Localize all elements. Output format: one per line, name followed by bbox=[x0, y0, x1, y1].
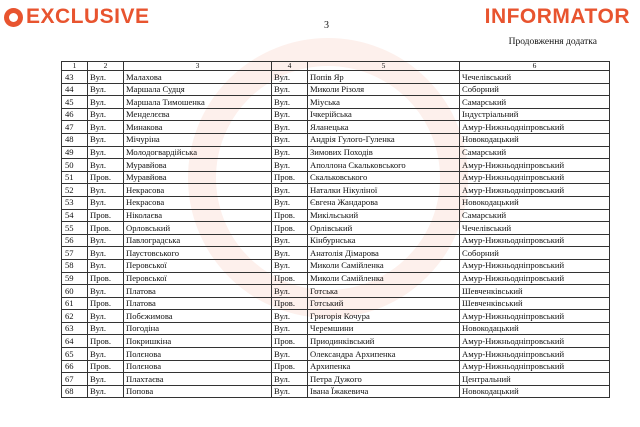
cell-new-name: Євгена Жандарова bbox=[308, 196, 460, 209]
cell-old-name: Маршала Тимошенка bbox=[124, 96, 272, 109]
table-row bbox=[62, 335, 610, 348]
cell-old-name: Молодогвардійська bbox=[124, 146, 272, 159]
cell-old-type: Вул. bbox=[88, 247, 124, 260]
cell-old-type: Вул. bbox=[88, 385, 124, 398]
cell-district: Центральний bbox=[460, 373, 610, 386]
cell-old-type: Пров. bbox=[88, 335, 124, 348]
cell-new-type: Вул. bbox=[272, 71, 308, 84]
table-row bbox=[62, 222, 610, 235]
cell-row-number: 52 bbox=[62, 184, 88, 197]
cell-row-number: 65 bbox=[62, 348, 88, 361]
cell-district: Амур-Нижньодніпровський bbox=[460, 335, 610, 348]
table-row bbox=[62, 83, 610, 96]
cell-old-name: Орловський bbox=[124, 222, 272, 235]
table-row bbox=[62, 108, 610, 121]
cell-district: Амур-Нижньодніпровський bbox=[460, 171, 610, 184]
cell-old-type: Вул. bbox=[88, 234, 124, 247]
cell-old-name: Перовської bbox=[124, 272, 272, 285]
table-row bbox=[62, 171, 610, 184]
cell-new-type: Вул. bbox=[272, 146, 308, 159]
cell-row-number: 56 bbox=[62, 234, 88, 247]
cell-old-name: Ніколаєва bbox=[124, 209, 272, 222]
cell-new-type: Вул. bbox=[272, 259, 308, 272]
cell-district: Чечелівський bbox=[460, 222, 610, 235]
cell-new-type: Вул. bbox=[272, 184, 308, 197]
table-row bbox=[62, 322, 610, 335]
cell-district: Самарський bbox=[460, 96, 610, 109]
cell-district: Амур-Нижньодніпровський bbox=[460, 184, 610, 197]
cell-new-type: Вул. bbox=[272, 121, 308, 134]
cell-new-type: Пров. bbox=[272, 272, 308, 285]
cell-new-name: Анатолія Дімарова bbox=[308, 247, 460, 260]
cell-row-number: 59 bbox=[62, 272, 88, 285]
cell-new-type: Пров. bbox=[272, 222, 308, 235]
cell-old-name: Полєнова bbox=[124, 348, 272, 361]
cell-new-type: Пров. bbox=[272, 297, 308, 310]
cell-new-type: Вул. bbox=[272, 96, 308, 109]
cell-row-number: 44 bbox=[62, 83, 88, 96]
table-row bbox=[62, 71, 610, 84]
cell-row-number: 46 bbox=[62, 108, 88, 121]
cell-district: Шевченківський bbox=[460, 285, 610, 298]
cell-old-name: Мічуріна bbox=[124, 133, 272, 146]
table-row bbox=[62, 133, 610, 146]
cell-district: Новокодацький bbox=[460, 133, 610, 146]
cell-district: Новокодацький bbox=[460, 196, 610, 209]
table-row bbox=[62, 196, 610, 209]
cell-new-name: Олександра Архипенка bbox=[308, 348, 460, 361]
cell-district: Амур-Нижньодніпровський bbox=[460, 159, 610, 172]
cell-row-number: 48 bbox=[62, 133, 88, 146]
cell-old-type: Пров. bbox=[88, 171, 124, 184]
cell-new-type: Вул. bbox=[272, 373, 308, 386]
cell-row-number: 68 bbox=[62, 385, 88, 398]
table-row bbox=[62, 247, 610, 260]
table-row bbox=[62, 360, 610, 373]
table-row bbox=[62, 373, 610, 386]
cell-new-type: Вул. bbox=[272, 133, 308, 146]
cell-new-name: Миколи Самійленка bbox=[308, 272, 460, 285]
cell-row-number: 64 bbox=[62, 335, 88, 348]
cell-new-name: Яланецька bbox=[308, 121, 460, 134]
cell-new-type: Вул. bbox=[272, 322, 308, 335]
cell-district: Амур-Нижньодніпровський bbox=[460, 234, 610, 247]
cell-old-name: Павлоградська bbox=[124, 234, 272, 247]
cell-new-name: Готська bbox=[308, 285, 460, 298]
cell-new-type: Вул. bbox=[272, 285, 308, 298]
cell-new-type: Вул. bbox=[272, 83, 308, 96]
cell-old-type: Пров. bbox=[88, 272, 124, 285]
cell-old-name: Малахова bbox=[124, 71, 272, 84]
cell-old-name: Платова bbox=[124, 297, 272, 310]
table-row bbox=[62, 310, 610, 323]
cell-old-name: Паустовського bbox=[124, 247, 272, 260]
cell-old-type: Вул. bbox=[88, 146, 124, 159]
cell-new-name: Орлівський bbox=[308, 222, 460, 235]
cell-old-type: Вул. bbox=[88, 310, 124, 323]
table-row bbox=[62, 297, 610, 310]
cell-old-name: Попова bbox=[124, 385, 272, 398]
cell-new-type: Пров. bbox=[272, 360, 308, 373]
cell-district: Новокодацький bbox=[460, 322, 610, 335]
cell-row-number: 67 bbox=[62, 373, 88, 386]
cell-new-name: Приодинківський bbox=[308, 335, 460, 348]
cell-district: Самарський bbox=[460, 146, 610, 159]
cell-old-name: Минакова bbox=[124, 121, 272, 134]
continuation-label: Продовження додатка bbox=[508, 37, 597, 47]
cell-row-number: 66 bbox=[62, 360, 88, 373]
cell-new-type: Пров. bbox=[272, 335, 308, 348]
cell-old-name: Маршала Судця bbox=[124, 83, 272, 96]
table-row bbox=[62, 96, 610, 109]
cell-row-number: 54 bbox=[62, 209, 88, 222]
cell-new-name: Зимових Походів bbox=[308, 146, 460, 159]
cell-new-type: Пров. bbox=[272, 209, 308, 222]
cell-row-number: 57 bbox=[62, 247, 88, 260]
cell-old-name: Погодіна bbox=[124, 322, 272, 335]
column-header: 3 bbox=[124, 62, 272, 71]
cell-row-number: 51 bbox=[62, 171, 88, 184]
informator-logo: INFORMATOR bbox=[484, 5, 630, 28]
cell-old-type: Вул. bbox=[88, 96, 124, 109]
cell-district: Амур-Нижньодніпровський bbox=[460, 259, 610, 272]
cell-district: Амур-Нижньодніпровський bbox=[460, 360, 610, 373]
table-row bbox=[62, 285, 610, 298]
cell-old-name: Менделєєва bbox=[124, 108, 272, 121]
cell-new-type: Вул. bbox=[272, 348, 308, 361]
table-header-row bbox=[62, 62, 610, 71]
cell-old-name: Некрасова bbox=[124, 196, 272, 209]
cell-new-type: Вул. bbox=[272, 108, 308, 121]
cell-row-number: 58 bbox=[62, 259, 88, 272]
cell-row-number: 43 bbox=[62, 71, 88, 84]
cell-new-type: Вул. bbox=[272, 234, 308, 247]
cell-new-name: Черемшини bbox=[308, 322, 460, 335]
cell-old-name: Перовської bbox=[124, 259, 272, 272]
cell-new-name: Архипенка bbox=[308, 360, 460, 373]
cell-old-type: Вул. bbox=[88, 108, 124, 121]
cell-district: Соборний bbox=[460, 247, 610, 260]
cell-new-name: Попів Яр bbox=[308, 71, 460, 84]
table-row bbox=[62, 146, 610, 159]
cell-row-number: 63 bbox=[62, 322, 88, 335]
table-row bbox=[62, 234, 610, 247]
table-row bbox=[62, 259, 610, 272]
cell-new-name: Міуська bbox=[308, 96, 460, 109]
cell-old-type: Вул. bbox=[88, 259, 124, 272]
street-rename-table bbox=[61, 61, 610, 398]
cell-new-name: Андрія Гулого-Гуленка bbox=[308, 133, 460, 146]
column-header: 6 bbox=[460, 62, 610, 71]
cell-old-name: Побєжимова bbox=[124, 310, 272, 323]
cell-row-number: 60 bbox=[62, 285, 88, 298]
cell-row-number: 47 bbox=[62, 121, 88, 134]
cell-old-name: Муравйова bbox=[124, 171, 272, 184]
table-row bbox=[62, 348, 610, 361]
column-header: 5 bbox=[308, 62, 460, 71]
cell-new-name: Миколи Самійленка bbox=[308, 259, 460, 272]
cell-old-type: Вул. bbox=[88, 373, 124, 386]
cell-row-number: 61 bbox=[62, 297, 88, 310]
cell-old-type: Вул. bbox=[88, 121, 124, 134]
cell-old-type: Вул. bbox=[88, 159, 124, 172]
cell-old-name: Покришкіна bbox=[124, 335, 272, 348]
cell-new-name: Аполлона Скальковського bbox=[308, 159, 460, 172]
cell-old-type: Пров. bbox=[88, 360, 124, 373]
cell-district: Амур-Нижньодніпровський bbox=[460, 310, 610, 323]
column-header: 4 bbox=[272, 62, 308, 71]
table-body bbox=[62, 71, 610, 398]
table-row bbox=[62, 159, 610, 172]
cell-old-name: Некрасова bbox=[124, 184, 272, 197]
cell-district: Новокодацький bbox=[460, 385, 610, 398]
cell-new-name: Микільський bbox=[308, 209, 460, 222]
cell-old-type: Вул. bbox=[88, 133, 124, 146]
cell-new-type: Вул. bbox=[272, 385, 308, 398]
cell-old-type: Пров. bbox=[88, 222, 124, 235]
cell-old-type: Вул. bbox=[88, 322, 124, 335]
cell-old-type: Вул. bbox=[88, 71, 124, 84]
page-number: 3 bbox=[324, 20, 329, 31]
table-row bbox=[62, 184, 610, 197]
cell-row-number: 49 bbox=[62, 146, 88, 159]
cell-district: Індустріальний bbox=[460, 108, 610, 121]
cell-district: Амур-Нижньодніпровський bbox=[460, 121, 610, 134]
column-header: 2 bbox=[88, 62, 124, 71]
cell-district: Амур-Нижньодніпровський bbox=[460, 272, 610, 285]
cell-new-name: Миколи Різоля bbox=[308, 83, 460, 96]
table-row bbox=[62, 385, 610, 398]
cell-row-number: 53 bbox=[62, 196, 88, 209]
cell-district: Самарський bbox=[460, 209, 610, 222]
table-row bbox=[62, 209, 610, 222]
cell-old-name: Муравйова bbox=[124, 159, 272, 172]
cell-row-number: 45 bbox=[62, 96, 88, 109]
cell-old-name: Платова bbox=[124, 285, 272, 298]
cell-old-type: Пров. bbox=[88, 209, 124, 222]
cell-new-type: Вул. bbox=[272, 247, 308, 260]
table-row bbox=[62, 121, 610, 134]
cell-new-name: Ічкерійська bbox=[308, 108, 460, 121]
cell-district: Чечелівський bbox=[460, 71, 610, 84]
cell-old-name: Плахтаєва bbox=[124, 373, 272, 386]
exclusive-logo-icon bbox=[4, 8, 23, 27]
cell-new-name: Готський bbox=[308, 297, 460, 310]
cell-old-name: Полєнова bbox=[124, 360, 272, 373]
cell-new-type: Вул. bbox=[272, 196, 308, 209]
cell-row-number: 62 bbox=[62, 310, 88, 323]
column-header: 1 bbox=[62, 62, 88, 71]
cell-new-name: Григорія Кочура bbox=[308, 310, 460, 323]
cell-new-name: Кінбурнська bbox=[308, 234, 460, 247]
cell-new-name: Наталки Нікуліної bbox=[308, 184, 460, 197]
table-row bbox=[62, 272, 610, 285]
cell-new-name: Скальковського bbox=[308, 171, 460, 184]
cell-row-number: 50 bbox=[62, 159, 88, 172]
cell-old-type: Вул. bbox=[88, 196, 124, 209]
cell-old-type: Вул. bbox=[88, 83, 124, 96]
cell-new-name: Івана Їжакевича bbox=[308, 385, 460, 398]
cell-old-type: Вул. bbox=[88, 348, 124, 361]
cell-old-type: Пров. bbox=[88, 297, 124, 310]
cell-district: Амур-Нижньодніпровський bbox=[460, 348, 610, 361]
cell-row-number: 55 bbox=[62, 222, 88, 235]
exclusive-logo-text: EXCLUSIVE bbox=[26, 5, 150, 28]
cell-old-type: Вул. bbox=[88, 184, 124, 197]
cell-district: Шевченківський bbox=[460, 297, 610, 310]
cell-district: Соборний bbox=[460, 83, 610, 96]
exclusive-logo bbox=[4, 5, 150, 29]
cell-old-type: Вул. bbox=[88, 285, 124, 298]
cell-new-type: Вул. bbox=[272, 159, 308, 172]
cell-new-type: Пров. bbox=[272, 171, 308, 184]
cell-new-type: Вул. bbox=[272, 310, 308, 323]
cell-new-name: Петра Дужого bbox=[308, 373, 460, 386]
